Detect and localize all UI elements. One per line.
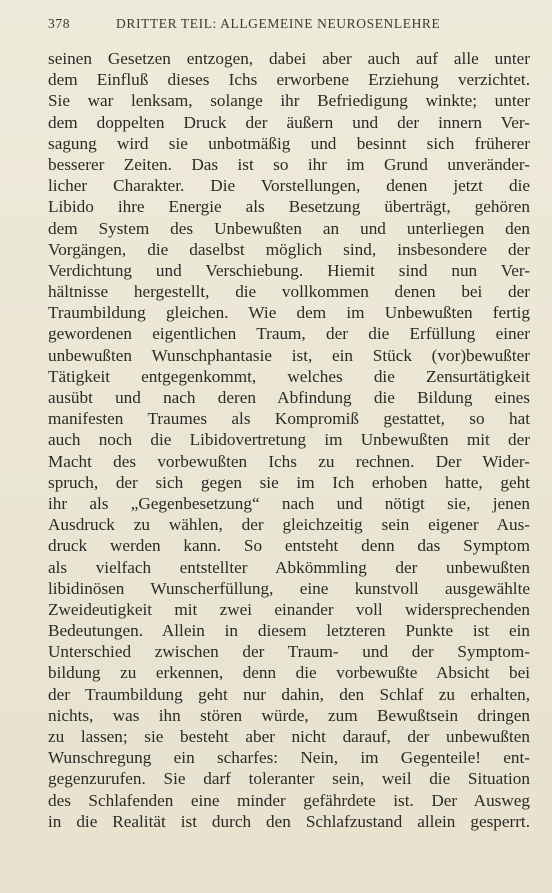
text-line: ihr als „Gegenbesetzung“ nach und nötigt sie, jenen	[48, 493, 530, 513]
text-line: dem System des Unbewußten an und unterliegen den	[48, 218, 530, 238]
text-line: manifesten Traumes als Kompromiß gestattet, so hat	[48, 409, 530, 429]
text-line: druck werden kann. So entsteht denn das Symptom	[48, 536, 530, 556]
running-title: DRITTER TEIL: ALLGEMEINE NEUROSENLEHRE	[116, 16, 441, 31]
text-line: Bedeutungen. Allein in diesem letzteren Punkte ist ein	[48, 621, 530, 641]
text-line: ausübt und nach deren Abfindung die Bildung eines	[48, 388, 530, 407]
text-line: Ausdruck zu wählen, der gleichzeitig sein eigener Aus-	[48, 515, 530, 535]
text-line: sagung wird sie unbotmäßig und besinnt sich früherer	[48, 133, 530, 153]
text-line: Verdichtung und Verschiebung. Hiemit sind nun Ver-	[48, 260, 530, 280]
text-line: Unterschied zwischen der Traum- und der Symptom-	[48, 642, 530, 662]
text-line: Zweideutigkeit mit zwei einander voll widersprechenden	[48, 599, 530, 619]
text-line: Sie war lenksam, solange ihr Befriedigung winkte; unter	[48, 91, 530, 111]
body-text	[48, 48, 530, 832]
text-line: des Schlafenden eine minder gefährdete ist. Der Ausweg	[48, 790, 530, 810]
text-line: nichts, was ihn stören würde, zum Bewußtsein dringen	[48, 705, 530, 725]
text-line: Libido ihre Energie als Besetzung überträgt, gehören	[48, 197, 530, 217]
running-head	[48, 16, 530, 34]
text-line: Traumbildung gleichen. Wie dem im Unbewußten fertig	[48, 303, 530, 323]
text-line: auch noch die Libidovertretung im Unbewußten mit der	[48, 430, 530, 450]
text-line: gewordenen eigentlichen Traum, der die Erfüllung einer	[48, 324, 530, 344]
text-line: Macht des vorbewußten Ichs zu rechnen. Der Wider-	[48, 451, 530, 471]
text-line: bildung zu erkennen, denn die vorbewußte Absicht bei	[48, 663, 530, 683]
text-line: der Traumbildung geht nur dahin, den Schlaf zu erhalten,	[48, 684, 530, 704]
text-line: in die Realität ist durch den Schlafzustand allein gesperrt.	[48, 811, 530, 831]
text-line: zu lassen; sie besteht aber nicht darauf, der unbewußten	[48, 727, 530, 746]
text-line: gegenzurufen. Sie darf toleranter sein, weil die Situation	[48, 769, 530, 789]
text-line: libidinösen Wunscherfüllung, eine kunstvoll ausgewählte	[48, 578, 530, 598]
text-line: licher Charakter. Die Vorstellungen, denen jetzt die	[48, 176, 530, 196]
page-number: 378	[48, 16, 71, 31]
text-line: besserer Zeiten. Das ist so ihr im Grund unveränder-	[48, 154, 530, 174]
text-line: seinen Gesetzen entzogen, dabei aber auch auf alle unter	[48, 49, 530, 68]
text-line: Vorgängen, die daselbst möglich sind, insbesondere der	[48, 239, 530, 259]
text-line: dem doppelten Druck der äußern und der innern Ver-	[48, 112, 530, 132]
text-line: hältnisse hergestellt, die vollkommen denen bei der	[48, 282, 530, 302]
text-line: Wunschregung ein scharfes: Nein, im Gegenteile! ent-	[48, 748, 530, 768]
text-line: Tätigkeit entgegenkommt, welches die Zensurtätigkeit	[48, 366, 530, 386]
text-line: als vielfach entstellter Abkömmling der unbewußten	[48, 557, 530, 577]
text-line: dem Einfluß dieses Ichs erworbene Erziehung verzichtet.	[48, 70, 530, 90]
text-line: spruch, der sich gegen sie im Ich erhoben hatte, geht	[48, 472, 530, 492]
text-line: unbewußten Wunschphantasie ist, ein Stück (vor)bewußter	[48, 345, 530, 365]
